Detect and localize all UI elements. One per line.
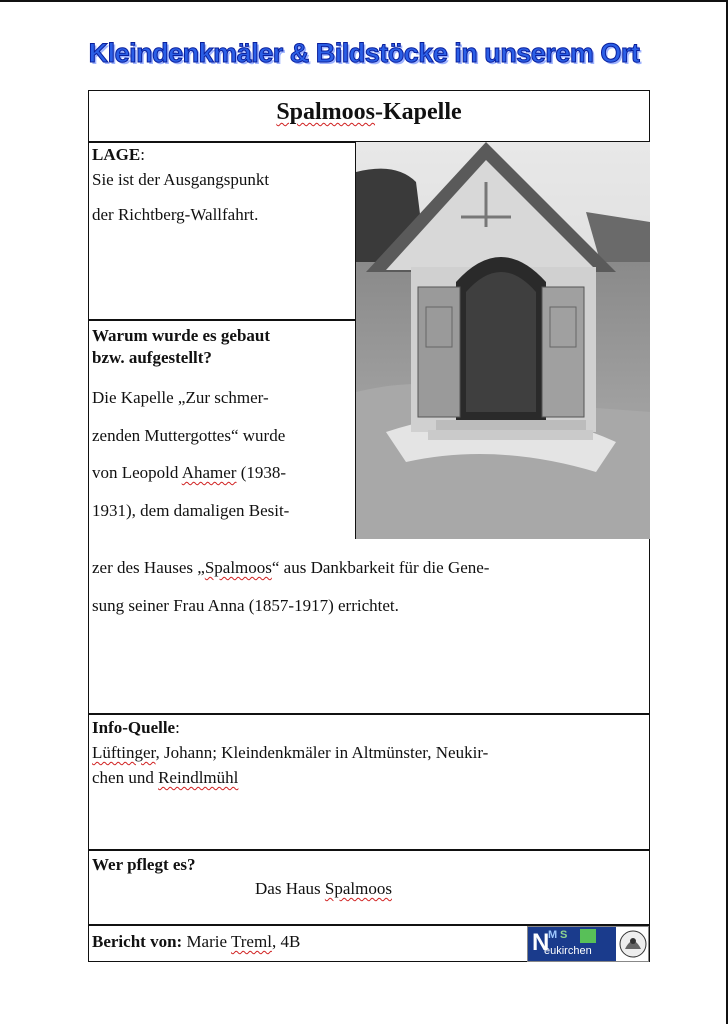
- crest-icon: [618, 929, 648, 959]
- page-banner-heading: Kleindenkmäler & Bildstöcke in unserem Ort: [88, 38, 640, 68]
- info-colon: :: [175, 718, 180, 737]
- lage-colon: :: [140, 145, 145, 164]
- document-card: [88, 90, 650, 962]
- warum-line-3: von Leopold Ahamer (1938-: [92, 463, 287, 482]
- lage-section: [92, 144, 352, 232]
- divider-lage: [89, 319, 356, 321]
- pflege-value: Das Haus Spalmoos: [255, 879, 392, 898]
- pflege-label: Wer pflegt es?: [92, 855, 196, 874]
- bericht-label: Bericht von:: [92, 932, 183, 951]
- warum-line-5: zer des Hauses „Spalmoos“ aus Dankbarkeit für die Gene-: [92, 558, 490, 577]
- info-section: [92, 716, 647, 790]
- page-title: [89, 91, 649, 141]
- warum-line-4: 1931), dem damaligen Besit-: [92, 500, 290, 520]
- warum-text-narrow: [92, 379, 354, 529]
- title-suffix: -Kapelle: [375, 99, 462, 125]
- title-name: Spalmoos: [276, 99, 376, 125]
- divider-info: [89, 849, 649, 851]
- warum-line-6: sung seiner Frau Anna (1857-1917) errichtet.: [92, 596, 399, 615]
- name-spalmoos: Spalmoos: [204, 558, 272, 577]
- warum-question-line-1: Warum wurde es gebaut: [92, 326, 271, 345]
- warum-question-line-2: bzw. aufgestellt?: [92, 348, 212, 367]
- info-line-2: chen und Reindlmühl: [92, 768, 239, 787]
- bericht-name: Treml: [230, 932, 272, 951]
- name-ahamer: Ahamer: [181, 463, 237, 482]
- logo-block: N M S eukirchen: [528, 927, 616, 961]
- bericht-section: Bericht von: Marie Treml, 4B: [92, 932, 301, 951]
- lage-text: [92, 162, 352, 232]
- page-top-border: [0, 0, 728, 2]
- warum-text-wide: [92, 549, 647, 625]
- name-reindlmuehl: Reindlmühl: [158, 768, 239, 787]
- warum-question: [92, 325, 354, 369]
- warum-section: [92, 325, 354, 529]
- pflege-name: Spalmoos: [324, 879, 392, 898]
- name-lueftinger: Lüftinger: [92, 743, 156, 762]
- pflege-section: [92, 853, 647, 901]
- info-text: [92, 740, 647, 790]
- info-label: Info-Quelle: [92, 718, 176, 737]
- divider-warum: [89, 713, 649, 715]
- warum-line-2: zenden Muttergottes“ wurde: [92, 425, 286, 445]
- info-line-1: Lüftinger, Johann; Kleindenkmäler in Altmünster, Neukir-: [92, 743, 489, 762]
- nms-neukirchen-logo: [527, 926, 649, 962]
- warum-line-1: Die Kapelle „Zur schmer-: [92, 388, 269, 407]
- lage-label: LAGE: [92, 145, 141, 164]
- lage-line-1: Sie ist der Ausgangspunkt: [92, 170, 270, 189]
- chapel-photo-icon: [356, 142, 650, 539]
- chapel-photo: [356, 142, 650, 539]
- lage-line-2: der Richtberg-Wallfahrt.: [92, 205, 259, 224]
